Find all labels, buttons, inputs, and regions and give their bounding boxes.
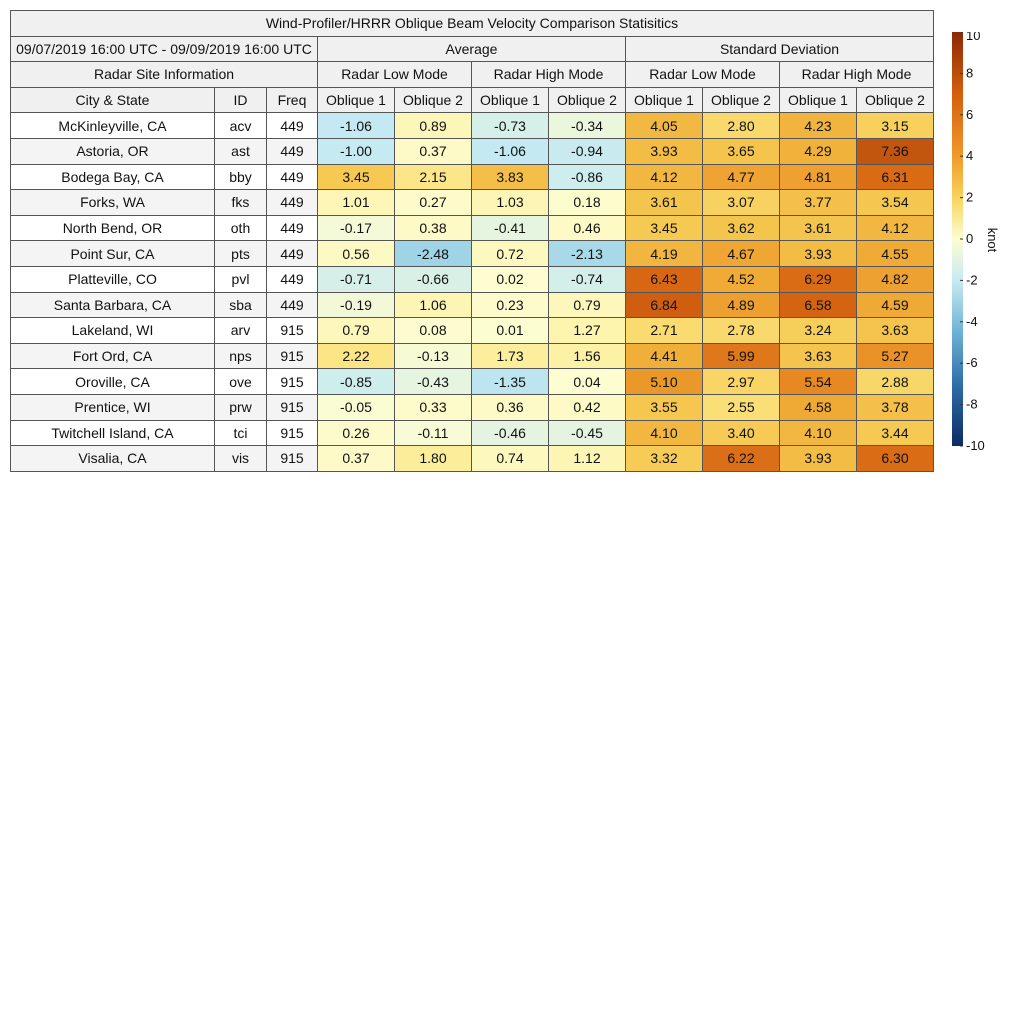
- id-cell: prw: [215, 394, 267, 420]
- city-cell: McKinleyville, CA: [11, 113, 215, 139]
- heatmap-cell: 0.37: [395, 138, 472, 164]
- heatmap-cell: 4.12: [857, 215, 934, 241]
- heatmap-cell: 6.84: [626, 292, 703, 318]
- heatmap-cell: -0.71: [318, 266, 395, 292]
- freq-cell: 915: [267, 446, 318, 472]
- mode-header-avg-high: Radar High Mode: [472, 62, 626, 88]
- id-cell: ove: [215, 369, 267, 395]
- heatmap-cell: 0.46: [549, 215, 626, 241]
- heatmap-cell: -0.85: [318, 369, 395, 395]
- heatmap-cell: -0.11: [395, 420, 472, 446]
- mode-header-avg-low: Radar Low Mode: [318, 62, 472, 88]
- heatmap-cell: 4.23: [780, 113, 857, 139]
- heatmap-cell: 3.65: [703, 138, 780, 164]
- table-row: [11, 420, 934, 446]
- heatmap-cell: 4.05: [626, 113, 703, 139]
- heatmap-cell: 1.12: [549, 446, 626, 472]
- table-row: [11, 446, 934, 472]
- heatmap-cell: -0.94: [549, 138, 626, 164]
- heatmap-cell: 6.58: [780, 292, 857, 318]
- heatmap-cell: -0.73: [472, 113, 549, 139]
- heatmap-cell: 3.45: [626, 215, 703, 241]
- table-row: [11, 113, 934, 139]
- heatmap-cell: 4.41: [626, 343, 703, 369]
- heatmap-cell: -0.74: [549, 266, 626, 292]
- city-cell: Forks, WA: [11, 190, 215, 216]
- heatmap-cell: 3.93: [626, 138, 703, 164]
- city-cell: Prentice, WI: [11, 394, 215, 420]
- column-header-oblique: Oblique 1: [318, 87, 395, 113]
- column-header-oblique: Oblique 2: [395, 87, 472, 113]
- heatmap-cell: 3.55: [626, 394, 703, 420]
- freq-cell: 915: [267, 394, 318, 420]
- heatmap-cell: 4.58: [780, 394, 857, 420]
- heatmap-cell: -1.06: [318, 113, 395, 139]
- heatmap-cell: 0.79: [318, 318, 395, 344]
- table-row: [11, 266, 934, 292]
- table-row: [11, 343, 934, 369]
- column-header-city: City & State: [11, 87, 215, 113]
- column-header-oblique: Oblique 1: [472, 87, 549, 113]
- comparison-table: [10, 10, 934, 472]
- id-cell: bby: [215, 164, 267, 190]
- heatmap-cell: -0.34: [549, 113, 626, 139]
- heatmap-cell: 1.03: [472, 190, 549, 216]
- heatmap-cell: 0.56: [318, 241, 395, 267]
- colorbar-tick-label: 2: [966, 189, 974, 205]
- heatmap-cell: 6.30: [857, 446, 934, 472]
- heatmap-cell: 4.12: [626, 164, 703, 190]
- heatmap-cell: 0.79: [549, 292, 626, 318]
- heatmap-cell: -0.17: [318, 215, 395, 241]
- heatmap-cell: 5.10: [626, 369, 703, 395]
- freq-cell: 449: [267, 215, 318, 241]
- id-cell: nps: [215, 343, 267, 369]
- freq-cell: 449: [267, 241, 318, 267]
- column-header-oblique: Oblique 2: [857, 87, 934, 113]
- heatmap-cell: 0.89: [395, 113, 472, 139]
- colorbar-tick-label: 8: [966, 65, 974, 81]
- heatmap-cell: 0.26: [318, 420, 395, 446]
- id-cell: tci: [215, 420, 267, 446]
- colorbar-tick-label: 0: [966, 231, 974, 246]
- id-cell: pvl: [215, 266, 267, 292]
- mode-header-std-low: Radar Low Mode: [626, 62, 780, 88]
- freq-cell: 915: [267, 318, 318, 344]
- heatmap-cell: 0.38: [395, 215, 472, 241]
- freq-cell: 449: [267, 113, 318, 139]
- heatmap-cell: -0.43: [395, 369, 472, 395]
- table-row: [11, 241, 934, 267]
- table-row: [11, 138, 934, 164]
- heatmap-cell: 5.54: [780, 369, 857, 395]
- city-cell: Santa Barbara, CA: [11, 292, 215, 318]
- heatmap-cell: 0.33: [395, 394, 472, 420]
- column-header-oblique: Oblique 2: [549, 87, 626, 113]
- colorbar-tick-label: -10: [966, 438, 985, 453]
- freq-cell: 449: [267, 164, 318, 190]
- heatmap-cell: 5.99: [703, 343, 780, 369]
- heatmap-cell: 2.78: [703, 318, 780, 344]
- heatmap-cell: 2.15: [395, 164, 472, 190]
- city-cell: Twitchell Island, CA: [11, 420, 215, 446]
- heatmap-cell: 1.06: [395, 292, 472, 318]
- id-cell: fks: [215, 190, 267, 216]
- heatmap-cell: -0.19: [318, 292, 395, 318]
- average-header: Average: [318, 36, 626, 62]
- heatmap-cell: 4.29: [780, 138, 857, 164]
- city-cell: Visalia, CA: [11, 446, 215, 472]
- column-header-freq: Freq: [267, 87, 318, 113]
- heatmap-cell: 6.31: [857, 164, 934, 190]
- id-cell: ast: [215, 138, 267, 164]
- colorbar-tick-label: -2: [966, 272, 978, 288]
- heatmap-cell: 0.36: [472, 394, 549, 420]
- date-range: 09/07/2019 16:00 UTC - 09/09/2019 16:00 UTC: [11, 36, 318, 62]
- heatmap-cell: 1.73: [472, 343, 549, 369]
- heatmap-cell: 3.61: [626, 190, 703, 216]
- id-cell: vis: [215, 446, 267, 472]
- heatmap-cell: 3.45: [318, 164, 395, 190]
- heatmap-cell: 4.10: [626, 420, 703, 446]
- city-cell: Bodega Bay, CA: [11, 164, 215, 190]
- colorbar-unit-label: knot: [985, 227, 1000, 253]
- heatmap-cell: 3.07: [703, 190, 780, 216]
- heatmap-cell: 3.44: [857, 420, 934, 446]
- heatmap-cell: 0.04: [549, 369, 626, 395]
- heatmap-cell: 4.89: [703, 292, 780, 318]
- heatmap-cell: 0.37: [318, 446, 395, 472]
- freq-cell: 915: [267, 343, 318, 369]
- heatmap-cell: 3.77: [780, 190, 857, 216]
- id-cell: pts: [215, 241, 267, 267]
- heatmap-cell: 0.01: [472, 318, 549, 344]
- table-row: [11, 394, 934, 420]
- heatmap-cell: -1.06: [472, 138, 549, 164]
- heatmap-cell: 1.80: [395, 446, 472, 472]
- heatmap-cell: 6.22: [703, 446, 780, 472]
- heatmap-cell: 0.23: [472, 292, 549, 318]
- city-cell: Fort Ord, CA: [11, 343, 215, 369]
- heatmap-cell: 2.22: [318, 343, 395, 369]
- heatmap-cell: 2.71: [626, 318, 703, 344]
- heatmap-cell: 0.42: [549, 394, 626, 420]
- heatmap-cell: 3.93: [780, 446, 857, 472]
- heatmap-cell: 0.08: [395, 318, 472, 344]
- heatmap-cell: 0.27: [395, 190, 472, 216]
- heatmap-cell: 0.02: [472, 266, 549, 292]
- table-title: Wind-Profiler/HRRR Oblique Beam Velocity Comparison Statisitics: [11, 11, 934, 37]
- heatmap-cell: -0.86: [549, 164, 626, 190]
- heatmap-cell: 4.81: [780, 164, 857, 190]
- heatmap-cell: -2.13: [549, 241, 626, 267]
- table-row: [11, 215, 934, 241]
- colorbar-tick-label: 6: [966, 106, 974, 122]
- freq-cell: 915: [267, 420, 318, 446]
- heatmap-cell: 4.19: [626, 241, 703, 267]
- heatmap-cell: 3.63: [857, 318, 934, 344]
- radar-site-info-header: Radar Site Information: [11, 62, 318, 88]
- heatmap-cell: -2.48: [395, 241, 472, 267]
- column-header-oblique: Oblique 1: [626, 87, 703, 113]
- freq-cell: 915: [267, 369, 318, 395]
- freq-cell: 449: [267, 190, 318, 216]
- mode-header-std-high: Radar High Mode: [780, 62, 934, 88]
- heatmap-cell: -0.46: [472, 420, 549, 446]
- heatmap-cell: 3.40: [703, 420, 780, 446]
- heatmap-cell: 3.62: [703, 215, 780, 241]
- heatmap-cell: 4.77: [703, 164, 780, 190]
- city-cell: Point Sur, CA: [11, 241, 215, 267]
- heatmap-cell: 2.97: [703, 369, 780, 395]
- heatmap-cell: -0.45: [549, 420, 626, 446]
- heatmap-cell: 6.29: [780, 266, 857, 292]
- heatmap-cell: 3.93: [780, 241, 857, 267]
- colorbar-tick-label: -6: [966, 355, 978, 371]
- table-row: [11, 190, 934, 216]
- heatmap-cell: 0.18: [549, 190, 626, 216]
- heatmap-cell: 3.83: [472, 164, 549, 190]
- heatmap-cell: 3.61: [780, 215, 857, 241]
- city-cell: Lakeland, WI: [11, 318, 215, 344]
- city-cell: Astoria, OR: [11, 138, 215, 164]
- heatmap-cell: 3.32: [626, 446, 703, 472]
- heatmap-cell: 2.55: [703, 394, 780, 420]
- heatmap-cell: 1.56: [549, 343, 626, 369]
- id-cell: sba: [215, 292, 267, 318]
- colorbar-tick-label: -8: [966, 396, 978, 412]
- colorbar-tick-label: 4: [966, 148, 974, 164]
- heatmap-cell: 7.36: [857, 138, 934, 164]
- heatmap-cell: 4.52: [703, 266, 780, 292]
- city-cell: North Bend, OR: [11, 215, 215, 241]
- id-cell: arv: [215, 318, 267, 344]
- heatmap-cell: -1.35: [472, 369, 549, 395]
- table-row: [11, 292, 934, 318]
- heatmap-cell: 1.27: [549, 318, 626, 344]
- colorbar-tick-label: -4: [966, 313, 978, 329]
- heatmap-cell: 1.01: [318, 190, 395, 216]
- column-header-oblique: Oblique 1: [780, 87, 857, 113]
- table-row: [11, 318, 934, 344]
- city-cell: Platteville, CO: [11, 266, 215, 292]
- heatmap-cell: -0.66: [395, 266, 472, 292]
- heatmap-cell: -0.05: [318, 394, 395, 420]
- table-row: [11, 164, 934, 190]
- heatmap-cell: 3.15: [857, 113, 934, 139]
- heatmap-cell: 3.63: [780, 343, 857, 369]
- heatmap-cell: 3.54: [857, 190, 934, 216]
- heatmap-cell: 3.24: [780, 318, 857, 344]
- heatmap-cell: -0.13: [395, 343, 472, 369]
- heatmap-cell: 4.67: [703, 241, 780, 267]
- column-header-id: ID: [215, 87, 267, 113]
- heatmap-cell: 0.74: [472, 446, 549, 472]
- freq-cell: 449: [267, 292, 318, 318]
- heatmap-cell: 4.59: [857, 292, 934, 318]
- heatmap-cell: -0.41: [472, 215, 549, 241]
- heatmap-cell: 4.55: [857, 241, 934, 267]
- heatmap-cell: 5.27: [857, 343, 934, 369]
- colorbar: [950, 32, 1010, 462]
- heatmap-cell: 2.80: [703, 113, 780, 139]
- column-header-oblique: Oblique 2: [703, 87, 780, 113]
- heatmap-cell: 6.43: [626, 266, 703, 292]
- heatmap-cell: 2.88: [857, 369, 934, 395]
- freq-cell: 449: [267, 138, 318, 164]
- heatmap-cell: 4.10: [780, 420, 857, 446]
- std-header: Standard Deviation: [626, 36, 934, 62]
- city-cell: Oroville, CA: [11, 369, 215, 395]
- id-cell: acv: [215, 113, 267, 139]
- heatmap-cell: 3.78: [857, 394, 934, 420]
- freq-cell: 449: [267, 266, 318, 292]
- heatmap-cell: -1.00: [318, 138, 395, 164]
- heatmap-cell: 0.72: [472, 241, 549, 267]
- colorbar-tick-label: 10: [966, 32, 981, 43]
- id-cell: oth: [215, 215, 267, 241]
- heatmap-cell: 4.82: [857, 266, 934, 292]
- table-row: [11, 369, 934, 395]
